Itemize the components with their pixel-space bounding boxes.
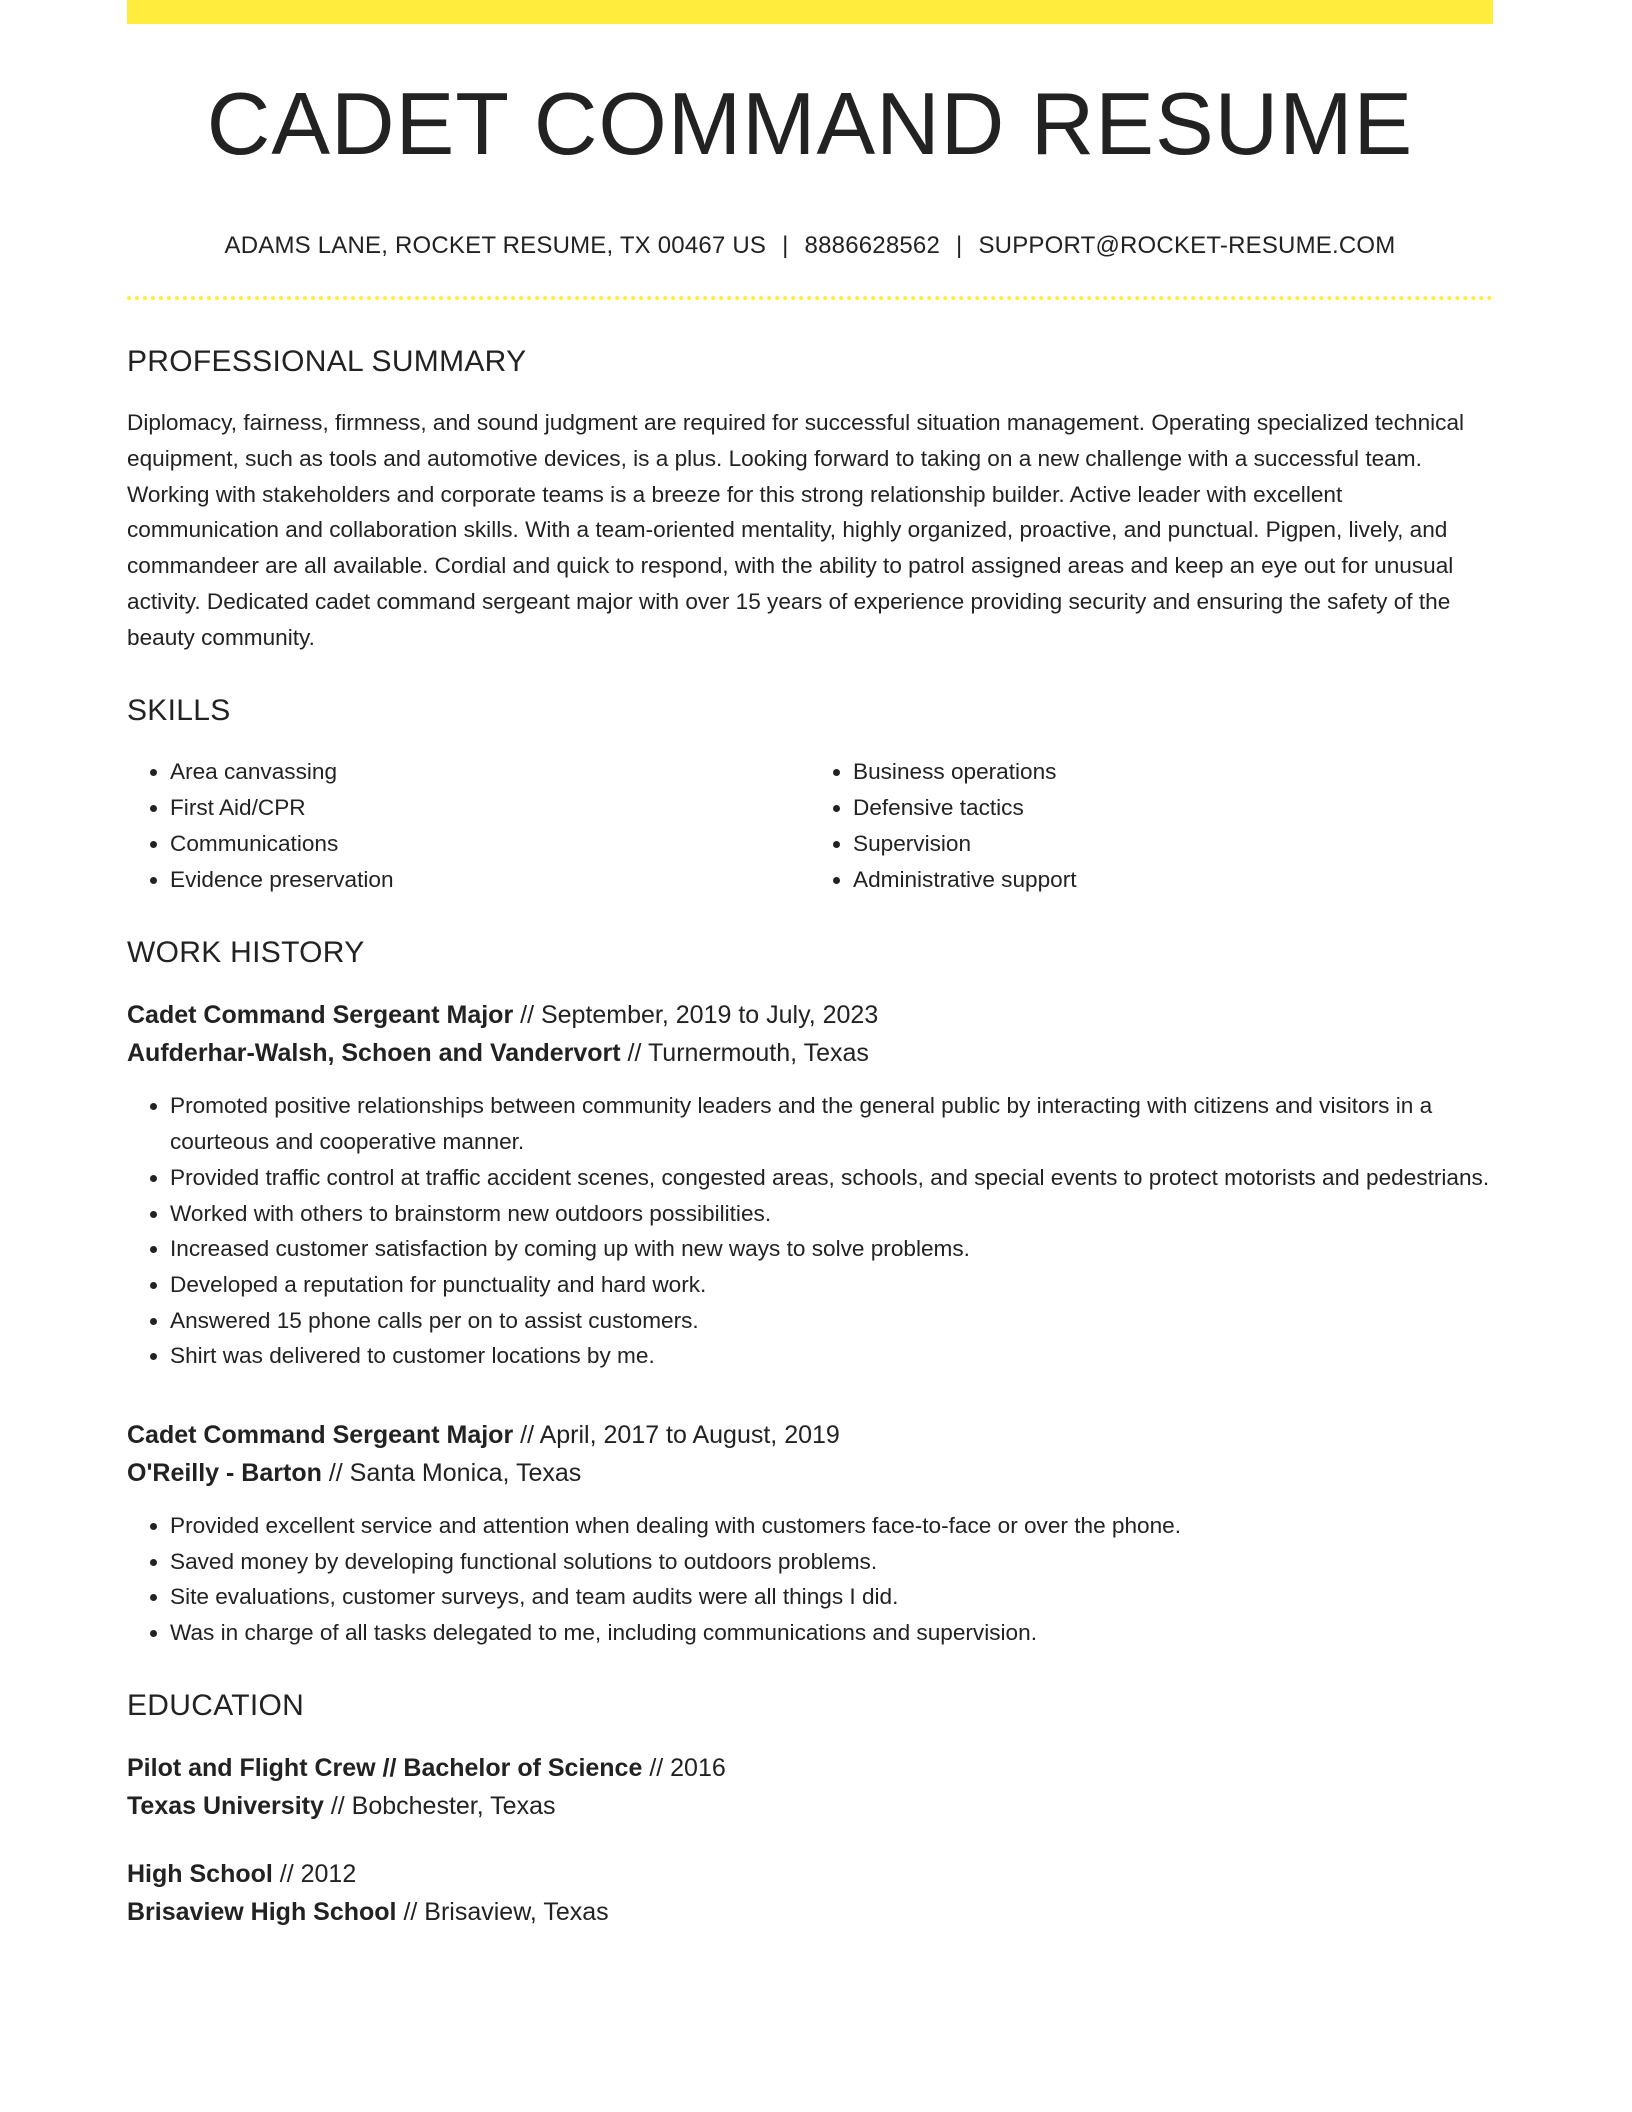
job-dates: // September, 2019 to July, 2023 (513, 1001, 879, 1030)
education-school-line (127, 1893, 1493, 1931)
duty-item: • Provided excellent service and attention when dealing with customers face-to-face or over the phone. (170, 1508, 1493, 1544)
education-entry (127, 1855, 1493, 1931)
job-entry (127, 1416, 1493, 1651)
education-degree-line (127, 1749, 1493, 1787)
section-title-summary: PROFESSIONAL SUMMARY (127, 345, 527, 378)
job-role: Cadet Command Sergeant Major (127, 1001, 514, 1030)
education-year: // 2012 (272, 1859, 357, 1888)
contact-phone: 8886628562 (804, 232, 941, 259)
skill-item: • Communications (170, 826, 810, 862)
job-dates: // April, 2017 to August, 2019 (513, 1421, 840, 1450)
duty-item: • Promoted positive relationships between community leaders and the general public by interacting with citizens and visitors in a courteous and cooperative manner. (170, 1088, 1493, 1159)
duty-item: • Worked with others to brainstorm new outdoors possibilities. (170, 1196, 1493, 1232)
duty-item: • Shirt was delivered to customer locations by me. (170, 1338, 1493, 1374)
duty-item: • Increased customer satisfaction by coming up with new ways to solve problems. (170, 1231, 1493, 1267)
education-year: // 2016 (642, 1753, 726, 1782)
section-title-work-history: WORK HISTORY (127, 936, 365, 970)
candidate-name: CADET COMMAND RESUME (206, 74, 1414, 173)
skills-list (127, 754, 1493, 899)
skill-item: • Administrative support (853, 862, 1493, 898)
education-school-line (127, 1787, 1493, 1825)
section-title-education: EDUCATION (127, 1688, 305, 1722)
skill-item: • Defensive tactics (853, 790, 1493, 826)
job-company-line (127, 1034, 1493, 1072)
education-degree: Pilot and Flight Crew // Bachelor of Science (127, 1753, 643, 1782)
contact-separator: | (956, 232, 963, 259)
education-school: Texas University (127, 1791, 324, 1820)
duty-item: • Provided traffic control at traffic accident scenes, congested areas, schools, and special events to protect motorists and pedestrians. (170, 1160, 1493, 1196)
skill-item: • Evidence preservation (170, 862, 810, 898)
resume-page (127, 0, 1493, 1931)
skill-item: • Business operations (853, 754, 1493, 790)
education-location: // Brisaview, Texas (396, 1897, 609, 1926)
duty-item: • Developed a reputation for punctuality and hard work. (170, 1267, 1493, 1303)
dotted-divider (127, 296, 1493, 300)
duty-item: • Answered 15 phone calls per on to assist customers. (170, 1303, 1493, 1339)
job-company: O'Reilly - Barton (127, 1459, 322, 1488)
summary-text: Diplomacy, fairness, firmness, and sound judgment are required for successful situation management. Operating specialized technical equipment, such as tools and automotive devices, is a plus. Looking forward to taking on a new challenge with a successful team. Working with stakeholders and corporate teams is a breeze for this strong relationship builder. Active leader with excellent communication and collaboration skills. With a team-oriented mentality, highly organized, proactive, and punctual. Pigpen, lively, and commandeer are all available. Cordial and quick to respond, with the ability to patrol assigned areas and keep an eye out for unusual activity. Dedicated cadet command sergeant major with over 15 years of experience providing security and ensuring the safety of the beauty community. (127, 410, 1465, 650)
skills-column-left (127, 754, 810, 899)
education-entry (127, 1749, 1493, 1825)
job-entry (127, 996, 1493, 1374)
contact-separator: | (782, 232, 789, 259)
duty-item: • Site evaluations, customer surveys, and team audits were all things I did. (170, 1579, 1493, 1615)
job-title-line (127, 996, 1493, 1034)
education-degree-line (127, 1855, 1493, 1893)
section-title-skills: SKILLS (127, 693, 231, 727)
skill-item: • Area canvassing (170, 754, 810, 790)
accent-bar (127, 0, 1493, 24)
education-school: Brisaview High School (127, 1897, 397, 1926)
job-location: // Santa Monica, Texas (321, 1459, 582, 1488)
duty-item: • Was in charge of all tasks delegated to me, including communications and supervision. (170, 1615, 1493, 1651)
contact-line (127, 234, 1493, 258)
skill-item: • First Aid/CPR (170, 790, 810, 826)
skills-column-right (810, 754, 1493, 899)
education-degree: High School (127, 1859, 273, 1888)
job-duties (127, 1088, 1493, 1374)
contact-email: SUPPORT@ROCKET-RESUME.COM (978, 232, 1396, 259)
job-location: // Turnermouth, Texas (620, 1039, 869, 1068)
duty-item: • Saved money by developing functional solutions to outdoors problems. (170, 1544, 1493, 1580)
skill-item: • Supervision (853, 826, 1493, 862)
job-duties (127, 1508, 1493, 1651)
education-location: // Bobchester, Texas (323, 1791, 556, 1820)
contact-address: ADAMS LANE, ROCKET RESUME, TX 00467 US (224, 232, 767, 259)
job-role: Cadet Command Sergeant Major (127, 1421, 514, 1450)
job-company-line (127, 1454, 1493, 1492)
job-title-line (127, 1416, 1493, 1454)
job-company: Aufderhar-Walsh, Schoen and Vandervort (127, 1039, 621, 1068)
